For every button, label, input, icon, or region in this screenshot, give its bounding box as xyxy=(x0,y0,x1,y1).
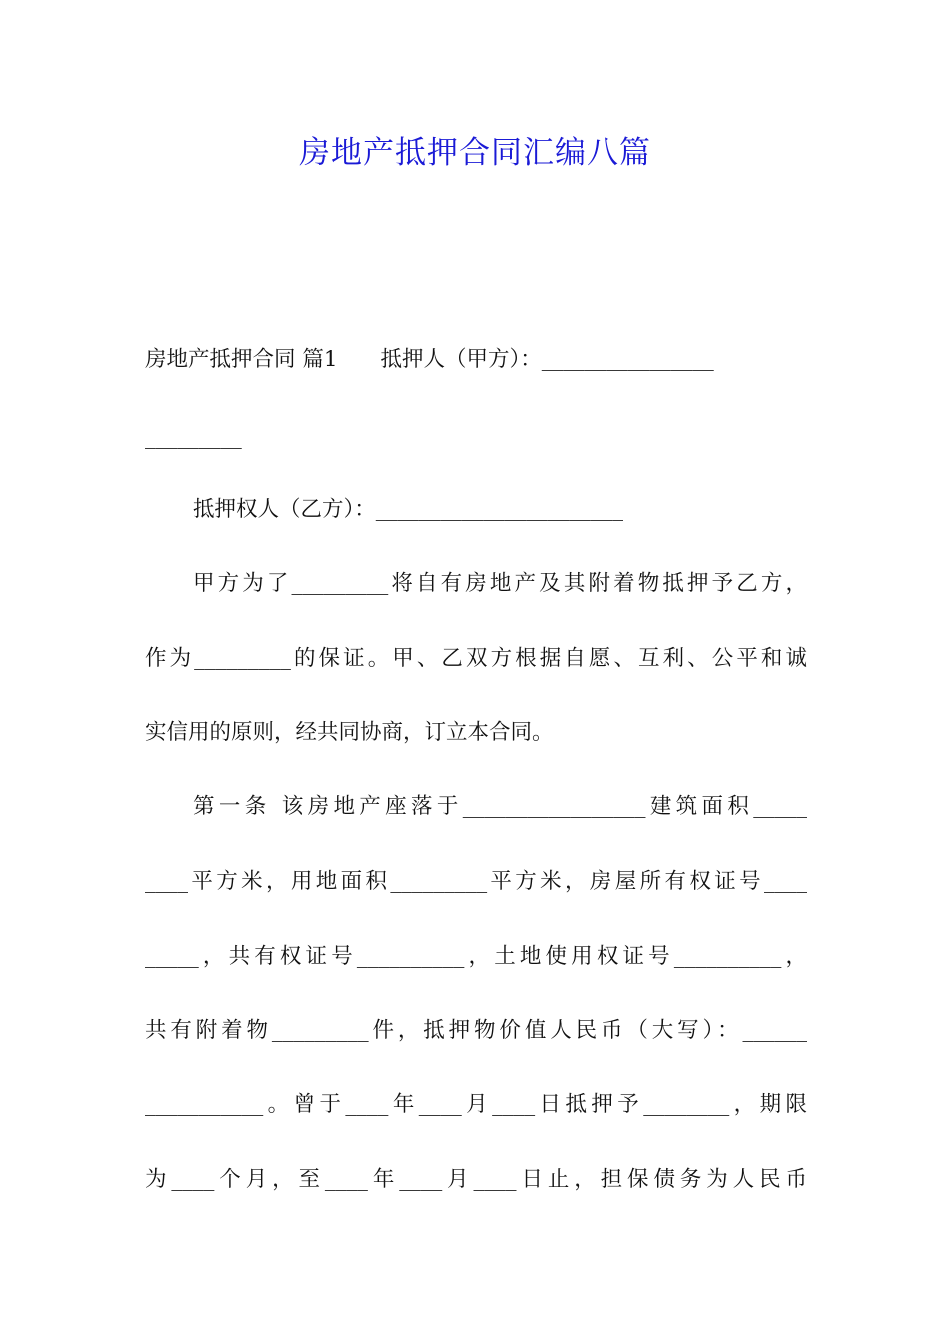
document-title: 房地产抵押合同汇编八篇 xyxy=(299,135,651,171)
paragraph-line: _____，共有权证号__________，土地使用权证号__________， xyxy=(145,944,807,969)
paragraph-line: _________ xyxy=(145,425,242,450)
paragraph-line: ___________。曾于____年____月____日抵押予________，期限 xyxy=(145,1092,807,1117)
paragraph-line: 房地产抵押合同 篇1 抵押人（甲方）：________________ xyxy=(145,347,714,372)
paragraph-line: 实信用的原则，经共同协商，订立本合同。 xyxy=(145,720,554,745)
paragraph-line: 第一条 该房地产座落于_________________建筑面积_____ xyxy=(193,794,807,819)
paragraph-line: 作为_________的保证。甲、乙双方根据自愿、互利、公平和诚 xyxy=(145,646,807,671)
paragraph-line: 甲方为了_________将自有房地产及其附着物抵押予乙方， xyxy=(193,571,807,596)
paragraph-line: 抵押权人（乙方）：_______________________ xyxy=(193,497,624,522)
paragraph-line: ____平方米，用地面积_________平方米，房屋所有权证号____ xyxy=(145,869,807,894)
paragraph-line: 为____个月，至____年____月____日止，担保债务为人民币 xyxy=(145,1167,807,1192)
paragraph-line: 共有附着物_________件，抵押物价值人民币（大写）：______ xyxy=(145,1018,807,1043)
